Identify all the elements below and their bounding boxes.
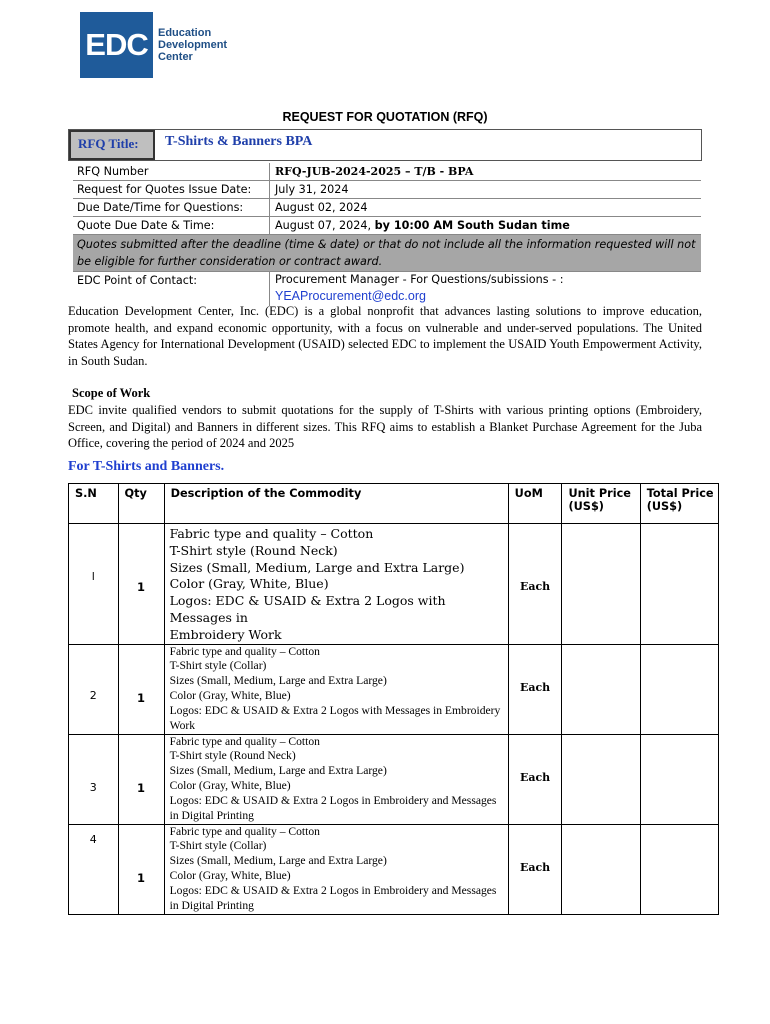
questions-due-label: Due Date/Time for Questions: — [73, 199, 270, 216]
contact-email-link[interactable]: YEAProcurement@edc.org — [275, 289, 426, 303]
col-header-qty: Qty — [118, 484, 164, 524]
rfq-title-value: T-Shirts & Banners BPA — [165, 134, 313, 149]
edc-logo-mark: EDC — [80, 12, 153, 78]
rfq-number-label: RFQ Number — [73, 163, 270, 180]
contact-value — [270, 272, 701, 306]
cell-sn — [69, 734, 119, 824]
quote-due-time: by 10:00 AM South Sudan time — [374, 219, 570, 232]
cell-total-price — [640, 824, 718, 914]
cell-qty — [118, 644, 164, 734]
cell-qty-text: 1 — [137, 870, 146, 885]
col-header-description: Description of the Commodity — [164, 484, 508, 524]
cell-sn-text: 3 — [89, 780, 97, 794]
logo-line-2: Development — [158, 39, 228, 51]
quote-due-date: August 07, 2024, — [275, 219, 372, 232]
unit-price-line-1: Unit Price — [568, 487, 631, 500]
cell-sn — [69, 644, 119, 734]
contact-text: Procurement Manager - For Questions/subissions - : — [275, 273, 564, 286]
cell-unit-price — [562, 734, 640, 824]
cell-qty-text: 1 — [137, 780, 146, 795]
rfq-title-row — [68, 129, 702, 161]
logo-line-3: Center — [158, 51, 193, 63]
cell-unit-price — [562, 524, 640, 645]
notice-line-1: Quotes submitted after the deadline (time & date) or that do not include all the information requested will not — [77, 238, 696, 251]
cell-qty — [118, 824, 164, 914]
document-title: REQUEST FOR QUOTATION (RFQ) — [282, 110, 488, 124]
description-line: Logos: EDC & USAID & Extra 2 Logos with Messages in — [169, 593, 446, 625]
description-line: Color (Gray, White, Blue) — [169, 688, 291, 702]
section-heading: For T-Shirts and Banners. — [68, 459, 225, 474]
description-line: Fabric type and quality – Cotton — [169, 734, 320, 748]
cell-total-price — [640, 644, 718, 734]
deadline-notice — [73, 235, 701, 272]
cell-qty-text: 1 — [137, 580, 146, 594]
issue-date-label: Request for Quotes Issue Date: — [73, 181, 270, 198]
edc-logo-text — [158, 27, 227, 63]
cell-unit-price — [562, 644, 640, 734]
intro-paragraph: Education Development Center, Inc. (EDC) is a global nonprofit that advances lasting solutions to improve education, promote health, and expand economic opportunity, with a focus on vulnerable and under-served populations. The United States Agency for International Development (USAID) selected EDC to implement the USAID Youth Empowerment Activity, in South Sudan. — [68, 304, 702, 368]
description-line: Logos: EDC & USAID & Extra 2 Logos with Messages in Embroidery — [169, 703, 501, 717]
total-price-line-2: (US$) — [646, 500, 683, 513]
info-row-contact — [73, 272, 701, 306]
cell-total-price — [640, 734, 718, 824]
commodity-table — [68, 483, 719, 915]
edc-logo — [80, 12, 227, 78]
description-line: Color (Gray, White, Blue) — [169, 576, 329, 592]
info-row-quote-due — [73, 217, 701, 235]
info-row-issue-date — [73, 181, 701, 199]
unit-price-line-2: (US$) — [568, 500, 604, 513]
col-header-sn: S.N — [69, 484, 119, 524]
description-line: T-Shirt style (Round Neck) — [169, 542, 338, 558]
questions-due-value: August 02, 2024 — [275, 201, 368, 214]
description-line: Sizes (Small, Medium, Large and Extra Large) — [169, 559, 465, 575]
cell-uom-text: Each — [519, 860, 551, 874]
description-line: T-Shirt style (Round Neck) — [169, 749, 296, 763]
cell-qty-text: 1 — [137, 690, 146, 705]
description-line: Sizes (Small, Medium, Large and Extra Large) — [169, 764, 387, 778]
description-line: Color (Gray, White, Blue) — [169, 778, 291, 792]
notice-line-2: be eligible for further consideration or contract award. — [77, 255, 383, 268]
scope-paragraph: EDC invite qualified vendors to submit quotations for the supply of T-Shirts with various printing options (Embroidery, Screen, and Digital) and Banners in different sizes. This RFQ aims to establish a Blanket Purchase Agreement for the Juba Office, covering the period of 2024 and 2025 — [68, 403, 702, 450]
cell-total-price — [640, 524, 718, 645]
cell-uom — [508, 734, 562, 824]
quote-due-value — [270, 217, 701, 234]
cell-sn — [69, 824, 119, 914]
cell-description — [164, 644, 508, 734]
cell-qty — [118, 734, 164, 824]
description-line: Embroidery Work — [169, 626, 282, 642]
cell-sn-text: 4 — [89, 832, 97, 846]
scope-heading: Scope of Work — [72, 386, 151, 400]
cell-sn-text: 2 — [89, 688, 97, 702]
col-header-uom: UoM — [508, 484, 562, 524]
table-body — [69, 524, 719, 915]
table-header-row — [69, 484, 719, 524]
contact-label: EDC Point of Contact: — [73, 272, 270, 306]
rfq-number-value: RFQ-JUB-2024-2025 – T/B - BPA — [275, 165, 474, 178]
table-row — [69, 524, 719, 645]
cell-sn — [69, 524, 119, 645]
description-line: Logos: EDC & USAID & Extra 2 Logos in Embroidery and Messages — [169, 883, 497, 897]
cell-uom — [508, 524, 562, 645]
description-line: Sizes (Small, Medium, Large and Extra Large) — [169, 674, 387, 688]
cell-unit-price — [562, 824, 640, 914]
cell-uom — [508, 824, 562, 914]
description-line: in Digital Printing — [169, 898, 254, 912]
description-line: Work — [169, 718, 196, 732]
logo-line-1: Education — [158, 27, 212, 39]
description-line: in Digital Printing — [169, 808, 254, 822]
description-line: Fabric type and quality – Cotton — [169, 526, 374, 541]
description-line: Fabric type and quality – Cotton — [169, 644, 320, 658]
description-line: Logos: EDC & USAID & Extra 2 Logos in Embroidery and Messages — [169, 793, 497, 807]
info-row-questions-due — [73, 199, 701, 217]
rfq-info-table — [73, 163, 701, 306]
cell-uom-text: Each — [519, 770, 551, 784]
col-header-total-price — [640, 484, 718, 524]
description-line: Sizes (Small, Medium, Large and Extra Large) — [169, 854, 387, 868]
cell-description — [164, 824, 508, 914]
issue-date-value: July 31, 2024 — [275, 183, 349, 196]
cell-uom — [508, 644, 562, 734]
cell-uom-text: Each — [519, 680, 551, 694]
cell-sn-text: l — [91, 570, 95, 583]
total-price-line-1: Total Price — [646, 487, 714, 500]
quote-due-label: Quote Due Date & Time: — [73, 217, 270, 234]
description-line: Fabric type and quality – Cotton — [169, 824, 320, 838]
description-line: T-Shirt style (Collar) — [169, 839, 267, 853]
cell-description — [164, 524, 508, 645]
description-line: T-Shirt style (Collar) — [169, 659, 267, 673]
table-row — [69, 644, 719, 734]
cell-uom-text: Each — [519, 580, 551, 593]
cell-qty — [118, 524, 164, 645]
table-row — [69, 824, 719, 914]
cell-description — [164, 734, 508, 824]
info-row-rfq-number — [73, 163, 701, 181]
description-line: Color (Gray, White, Blue) — [169, 868, 291, 882]
table-row — [69, 734, 719, 824]
col-header-unit-price — [562, 484, 640, 524]
rfq-title-label: RFQ Title: — [69, 130, 155, 160]
